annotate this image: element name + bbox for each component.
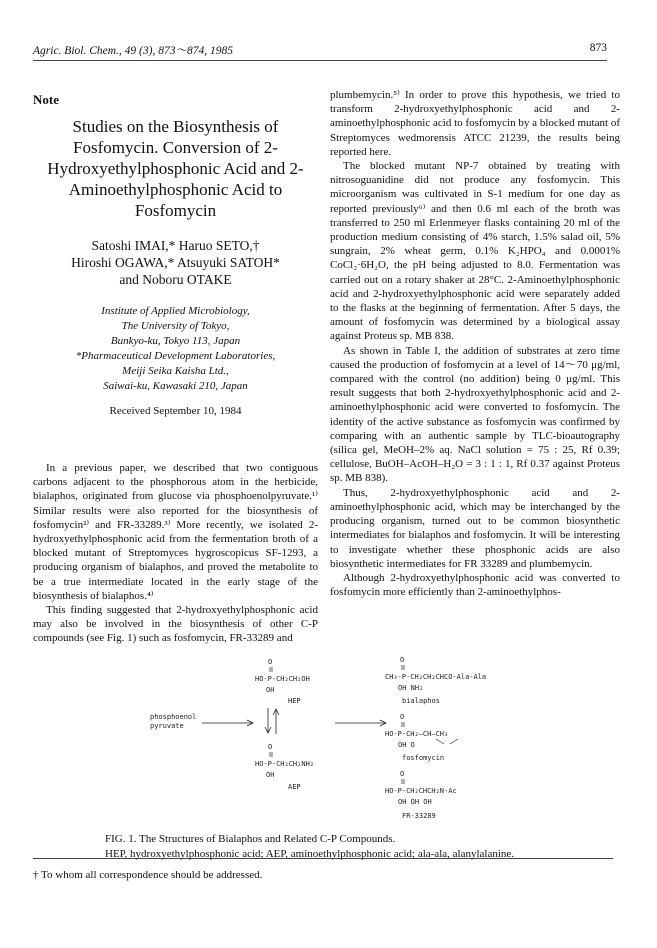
left-column <box>33 461 318 646</box>
affiliation-line: Meiji Seika Kaisha Ltd., <box>122 365 229 377</box>
fr33289-name: FR-33289 <box>402 812 436 820</box>
pep-label-line1: phosphoenol <box>150 713 197 721</box>
body-paragraph: As shown in Table I, the addition of substrates at zero time caused the production of fosfomycin at a level of 14～70 μg/ml, compared with the control (no addition) being 0 μg/ml. This result suggests that both 2-hydroxyethylphosphonic acid and 2-aminoethylphosphonic acid were converted to fosfomycin. The identity of the active substance as fosfomycin was confirmed by comparing with an authentic sample by TLC-bioautography (silica gel, MeOH–2% aq. NaCl solution = 75 : 25, Rf 0.39; cellulose, BuOH–AcOH–H₂O = 3 : 1 : 1, Rf 0.37 against Proteus sp. MB 838). <box>330 344 620 485</box>
fr33289-substituents: OH OH OH <box>398 798 432 806</box>
hep-oh: OH <box>266 686 275 694</box>
article-title: Studies on the Biosynthesis of Fosfomycin. Conversion of 2-Hydroxyethylphosphonic Acid and 2-Aminoethylphosphonic Acid to Fosfomycin <box>47 117 304 220</box>
affiliation-line: Bunkyo-ku, Tokyo 113, Japan <box>110 335 241 347</box>
oxo-label: O <box>400 656 405 664</box>
body-paragraph: Although 2-hydroxyethylphosphonic acid was converted to fosfomycin more efficiently than 2-aminoethylphos- <box>330 571 620 599</box>
structure-diagram <box>140 650 560 830</box>
oxo-label: O <box>268 658 273 666</box>
aep-oh: OH <box>266 771 275 779</box>
fr33289-formula: HO-P-CH₂CHCH₂N-Ac <box>385 787 457 795</box>
body-paragraph: Thus, 2-hydroxyethylphosphonic acid and 2-aminoethylphosphonic acid, which may be interchanged by the producing organism, turned out to be common biosynthetic intermediates for bialaphos and fosfomycin. It will be interesting to investigate whether these phosphonic acids are also biosynthetic intermediates for FR 33289 and plumbemycin. <box>330 486 620 570</box>
fosfomycin-formula: HO-P-CH₂—CH—CH₃ <box>385 730 449 738</box>
page-number: 873 <box>589 42 607 54</box>
epoxide-bond <box>450 739 458 744</box>
body-paragraph: The blocked mutant NP-7 obtained by treating with nitrosoguanidine did not produce any fosfomycin. This microorganism was cultivated in S-1 medium for one day as reported previously⁶⁾ and then 0.6 ml each of the broth was transferred to 250 ml Erlenmeyer flasks containing 20 ml of the production medium consisting of 4% starch, 1.5% salad oil, 5% sungrain, 2% wheat germ, 0.1% K₂HPO₄ and 0.0001% CoCl₂·6H₂O, the pH being adjusted to 8.0. Fermentation was carried out on a rotary shaker at 28°C. 2-Aminoethylphosphonic acid and 2-hydroxyethylphosphonic acid were separately added to the flasks at the beginning of fermentation. After 5 days, the amount of fosfomycin was determined by a biological assay against Proteus sp. MB 838. <box>330 160 620 343</box>
author-line: Hiroshi OGAWA,* Atsuyuki SATOH* <box>71 255 280 270</box>
header-rule <box>33 60 607 61</box>
title-block <box>33 116 318 419</box>
bialaphos-name: bialaphos <box>402 697 440 705</box>
running-header <box>33 42 607 58</box>
caption-legend: HEP, hydroxyethylphosphonic acid; AEP, aminoethylphosphonic acid; ala-ala, alanylalanine. <box>105 848 515 860</box>
body-paragraph: In a previous paper, we described that two contiguous carbons adjacent to the phosphorous atom in the herbicide, bialaphos, originated from glucose via phosphoenolpyruvate.¹⁾ Similar results were also reported for the biosynthesis of fosfomycin²⁾ and FR-33289.³⁾ More recently, we isolated 2-hydroxyethylphosphonic acid from the fermentation broth of a blocked mutant of Streptomyces hygroscopicus SF-1293, a producing organism of bialaphos, and proved the metabolite to be a true intermediate located in the early stage of the biosynthesis of bialaphos.⁴⁾ <box>33 462 318 602</box>
oxo-label: O <box>400 770 405 778</box>
fosfomycin-name: fosfomycin <box>402 754 445 762</box>
fosfomycin-substituents: OH O <box>398 741 415 749</box>
body-paragraph: plumbemycin.⁵⁾ In order to prove this hypothesis, we tried to transform 2-hydroxyethylphosphonic acid and 2-aminoethylphosphonic acid to fosfomycin by a blocked mutant of Streptomyces wedmorensis ATCC 21239, the results being reported here. <box>330 89 620 158</box>
author-list <box>33 237 318 288</box>
affiliation-line: *Pharmaceutical Development Laboratories, <box>75 350 276 362</box>
footnote: † To whom all correspondence should be addressed. <box>33 869 263 881</box>
epoxide-bond <box>436 739 444 744</box>
affiliation-line: Institute of Applied Microbiology, <box>101 305 250 317</box>
bialaphos-formula: CH₃-P-CH₂CH₂CHCO-Ala-Ala <box>385 673 487 681</box>
hep-label: HEP <box>288 697 301 705</box>
affiliation-line: The University of Tokyo, <box>121 320 230 332</box>
body-paragraph: This finding suggested that 2-hydroxyethylphosphonic acid may also be involved in the biosynthesis of other C-P compounds (see Fig. 1) such as fosfomycin, FR-33289 and <box>33 604 318 645</box>
received-date: Received September 10, 1984 <box>109 405 242 417</box>
figure-1 <box>140 650 560 830</box>
affiliation <box>33 304 318 394</box>
aep-formula: HO-P-CH₂CH₂NH₂ <box>255 760 315 768</box>
aep-label: AEP <box>288 783 301 791</box>
right-column <box>330 88 620 599</box>
pep-label-line2: pyruvate <box>150 722 184 730</box>
oxo-label: O <box>400 713 405 721</box>
caption-title: FIG. 1. The Structures of Bialaphos and Related C-P Compounds. <box>105 833 396 845</box>
footnote-rule <box>33 858 613 859</box>
journal-citation: Agric. Biol. Chem., 49 (3), 873～874, 1985 <box>33 45 233 57</box>
author-line: and Noboru OTAKE <box>119 272 232 287</box>
bialaphos-substituents: OH NH₂ <box>398 684 424 692</box>
author-line: Satoshi IMAI,* Haruo SETO,† <box>91 238 260 253</box>
hep-formula: HO-P-CH₂CH₂OH <box>255 675 310 683</box>
affiliation-line: Saiwai-ku, Kawasaki 210, Japan <box>103 380 248 392</box>
article-type-label: Note <box>33 92 59 107</box>
oxo-label: O <box>268 743 273 751</box>
